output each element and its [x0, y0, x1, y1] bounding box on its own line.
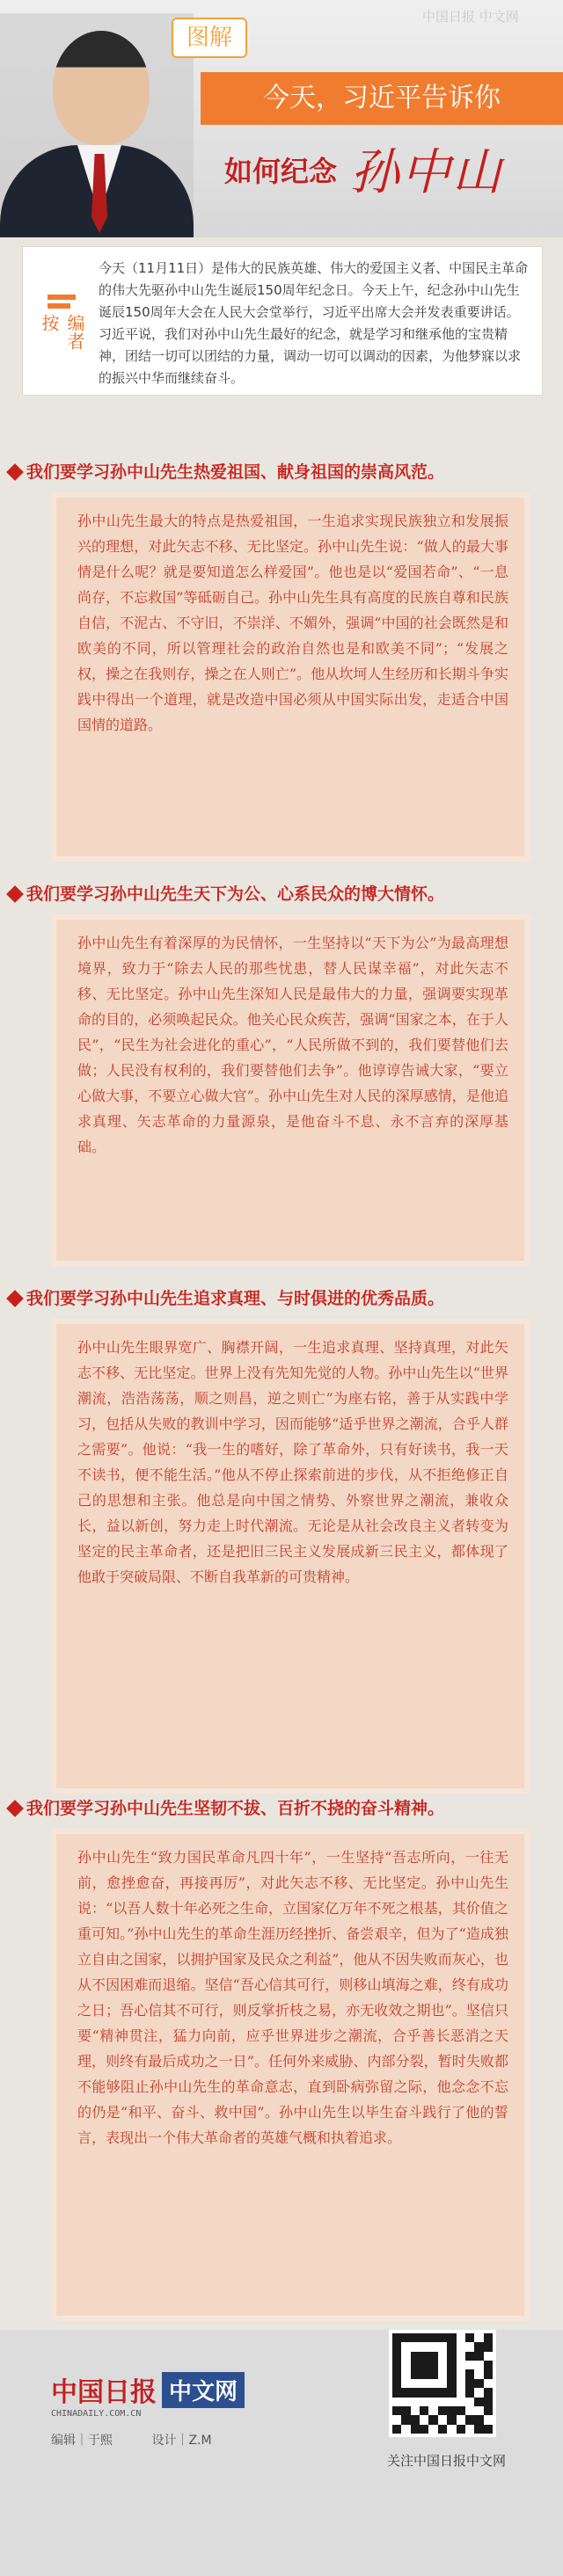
- section-title: 我们要学习孙中山先生天下为公、心系民众的博大情怀。: [26, 884, 445, 904]
- section-patriotism: [0, 457, 563, 879]
- watermark: 中国日报 中文网: [422, 9, 519, 25]
- section-box: [51, 914, 530, 1266]
- editor-note-box: [22, 246, 543, 396]
- headline-name-art: 孙中山: [350, 144, 503, 201]
- section-text: 孙中山先生最大的特点是热爱祖国，一生追求实现民族独立和发展振兴的理想，对此矢志不移、无比坚定。孙中山先生说：“做人的最大事情是什么呢？就是要知道怎么样爱国”。他也是以“爱国若命”、“一息尚存，不忘救国”等砥砺自己。孙中山先生具有高度的民族自尊和民族自信，不泥古、不守旧，不崇洋、不媚外，强调“中国的社会既然是和欧美的不同，所以管理社会的政治自然也是和欧美不同”；“发展之权，操之在我则存，操之在人则亡”。他从坎坷人生经历和长期斗争实践中得出一个道理，就是改造中国必须从中国实际出发，走适合中国国情的道路。: [77, 513, 508, 733]
- credits: [51, 2431, 247, 2449]
- qr-code[interactable]: [389, 2330, 496, 2437]
- designer-credit: 设计｜Z.M: [151, 2434, 212, 2448]
- section-perseverance: [0, 1794, 563, 2321]
- section-pursuit-of-truth: [0, 1284, 563, 1794]
- section-box: [51, 492, 530, 862]
- section-marker-icon: [6, 1800, 24, 1817]
- headline-subtitle: 如何纪念: [224, 155, 338, 188]
- section-public-spirit: [0, 879, 563, 1266]
- editor-note-label: 编者按: [39, 314, 85, 351]
- section-marker-icon: [6, 885, 24, 903]
- logo-url: CHINADAILY.COM.CN: [51, 2409, 142, 2419]
- section-text: 孙中山先生有着深厚的为民情怀，一生坚持以“天下为公”为最高理想境界，致力于“除去人民的那些忧患，替人民谋幸福”，对此矢志不移、无比坚定。孙中山先生深知人民是最伟大的力量，强调要实现革命的目的，必须唤起民众。他关心民众疾苦，强调“国家之本，在于人民”，“民生为社会进化的重心”，“人民所做不到的，我们要替他们去做；人民没有权利的，我们要替他们去争”。他谆谆告诫大家，“要立心做大事，不要立心做大官”。孙中山先生对人民的深厚感情，是他追求真理、矢志革命的力量源泉，是他奋斗不息、永不言弃的深厚基础。: [77, 935, 508, 1155]
- footer: [0, 2330, 563, 2576]
- section-box: [51, 1829, 530, 2321]
- logo-text: 中国日报: [51, 2377, 157, 2408]
- editor-note-badge: [32, 282, 91, 353]
- section-title: 我们要学习孙中山先生热爱祖国、献身祖国的崇高风范。: [26, 462, 445, 482]
- infographic-tag: 图解: [172, 18, 247, 58]
- section-box: [51, 1319, 530, 1794]
- section-marker-icon: [6, 1290, 24, 1307]
- editor-credit: 编辑｜于熙: [51, 2434, 113, 2448]
- section-text: 孙中山先生眼界宽广、胸襟开阔，一生追求真理、坚持真理，对此矢志不移、无比坚定。世界上没有先知先觉的人物。孙中山先生以“世界潮流，浩浩荡荡，顺之则昌，逆之则亡”为座右铭，善于从实践中学习，包括从失败的教训中学习，因而能够“适乎世界之潮流，合乎人群之需要”。他说：“我一生的嗜好，除了革命外，只有好读书，我一天不读书，便不能生活。”他从不停止探索前进的步伐，从不拒绝修正自己的思想和主张。他总是向中国之情势、外察世界之潮流，兼收众长，益以新创，努力走上时代潮流。无论是从社会改良主义者转变为坚定的民主革命者，还是把旧三民主义发展成新三民主义，都体现了他敢于突破局限、不断自我革新的可贵精神。: [77, 1339, 508, 1585]
- portrait-image: [0, 13, 194, 237]
- pen-icon: [48, 295, 76, 300]
- section-title: 我们要学习孙中山先生坚韧不拔、百折不挠的奋斗精神。: [26, 1799, 445, 1818]
- qr-label: 关注中国日报中文网: [387, 2453, 507, 2469]
- editor-note-text: 今天（11月11日）是伟大的民族英雄、伟大的爱国主义者、中国民主革命的伟大先驱孙中山先生诞辰150周年纪念日。今天上午，纪念孙中山先生诞辰150周年大会在人民大会堂举行，习近平出席大会并发表重要讲话。习近平说，我们对孙中山先生最好的纪念，就是学习和继承他的宝贵精神，团结一切可以团结的力量，调动一切可以调动的因素，为他梦寐以求的振兴中华而继续奋斗。: [99, 260, 529, 386]
- header: [0, 0, 563, 237]
- section-marker-icon: [6, 463, 24, 481]
- section-text: 孙中山先生“致力国民革命凡四十年”，一生坚持“吾志所向，一往无前，愈挫愈奋，再接再厉”，对此矢志不移、无比坚定。孙中山先生说：“以吾人数十年必死之生命，立国家亿万年不死之根基，其价值之重可知。”孙中山先生的革命生涯历经挫折、备尝艰辛，但为了“造成独立自由之国家，以拥护国家及民众之利益”，他从不因失败而灰心，也从不因困难而退缩。坚信“吾心信其可行，则移山填海之难，终有成功之日；吾心信其不可行，则反掌折枝之易，亦无收效之期也”。坚信只要“精神贯注，猛力向前，应乎世界进步之潮流，合乎善长恶消之天理，则终有最后成功之一日”。任何外来威胁、内部分裂，暂时失败都不能够阻止孙中山先生的革命意志，直到卧病弥留之际，他念念不忘的仍是“和平、奋斗、救中国”。孙中山先生以毕生奋斗践行了他的誓言，表现出一个伟大革命者的英雄气概和执着追求。: [77, 1849, 508, 2146]
- china-daily-logo: [51, 2372, 245, 2407]
- section-title: 我们要学习孙中山先生追求真理、与时俱进的优秀品质。: [26, 1289, 445, 1308]
- headline-banner: 今天，习近平告诉你: [201, 72, 563, 125]
- logo-box: 中文网: [162, 2372, 245, 2408]
